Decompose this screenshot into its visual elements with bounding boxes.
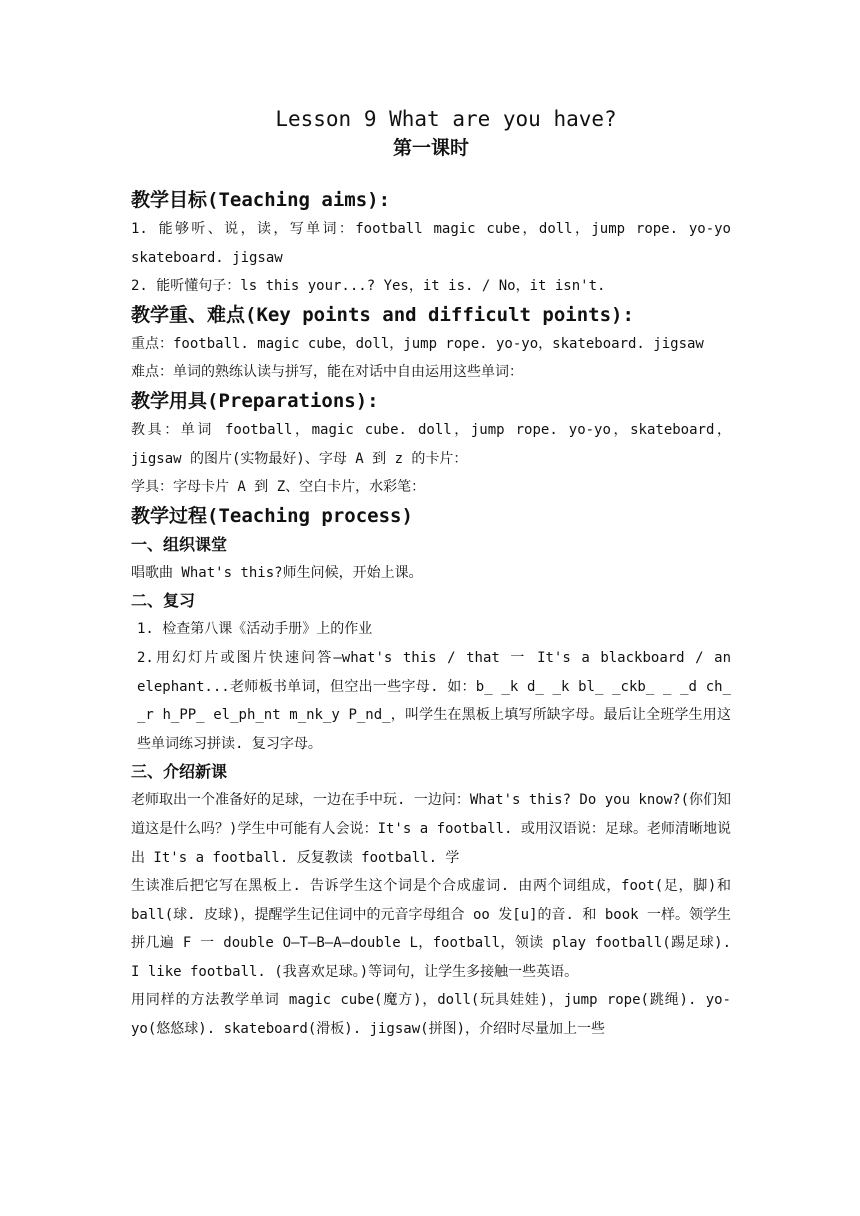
paragraph: 教具：单词 football，magic cube. doll，jump rope. yo-yo，skateboard，jigsaw 的图片(实物最好)、字母 A 到 z 的卡片： <box>131 421 731 467</box>
paragraph: 用同样的方法教学单词 magic cube(魔方)，doll(玩具娃娃)，jump rope(跳绳). yo-yo(悠悠球). skateboard(滑板). jigsaw(拼图)，介绍时尽量加上一些 <box>131 992 731 1038</box>
paragraph: 1. 能够听、说，读，写单词：football magic cube，doll，jump rope. yo-yo skateboard. jigsaw <box>131 221 731 266</box>
indented-paragraph: 1. 检查第八课《活动手册》上的作业 <box>137 621 373 638</box>
paragraph: 生读准后把它写在黑板上. 告诉学生这个词是个合成虚词. 由两个词组成，foot(足，脚)和 ball(球. 皮球)，提醒学生记住词中的元音字母组合 oo 发[u]的音. 和 book 一样。领学生拼几遍 F 一 double O—T—B—A—double L，football，领读 play football(踢足球). I like football. (我喜欢足球。)等词句，让学生多接触一些英语。 <box>131 878 731 980</box>
section-heading: 教学重、难点(Key points and difficult points): <box>131 303 634 326</box>
paragraph: 老师取出一个准备好的足球，一边在手中玩. 一边问：What's this? Do you know?(你们知道这是什么吗？)学生中可能有人会说：It's a football. 或用汉语说：足球。老师清晰地说出 It's a football. 反复教读 football. 学 <box>131 792 732 866</box>
paragraph: 学具：字母卡片 A 到 Z、空白卡片，水彩笔： <box>131 479 426 496</box>
section-heading: 教学目标(Teaching aims): <box>131 189 391 211</box>
lesson-title: Lesson 9 What are you have? <box>275 107 617 131</box>
paragraph: 难点：单词的熟练认读与拼写，能在对话中自由运用这些单词： <box>131 364 523 381</box>
section-heading: 教学用具(Preparations): <box>131 389 379 412</box>
spacer <box>131 162 731 186</box>
lesson-blocks <box>131 186 731 1044</box>
section-heading: 教学过程(Teaching process) <box>131 504 413 527</box>
indented-paragraph: 2.用幻灯片或图片快速问答—what's this / that 一 It's a blackboard / an elephant...老师板书单词，但空出一些字母. 如：b_ _k d_ _k bl_ _ckb_ _ _d ch_ _r h_PP_ el_ph_nt m_nk_y P_nd_，叫学生在黑板上填写所缺字母。最后让全班学生用这些单词练习拼读. 复习字母。 <box>137 649 731 752</box>
paragraph: 2. 能听懂句子：ls this your...? Yes，it is. / No，it isn't. <box>131 278 606 295</box>
subsection-heading: 三、介绍新课 <box>131 762 228 782</box>
document-body <box>131 104 731 1044</box>
subsection-heading: 一、组织课堂 <box>131 534 228 554</box>
subsection-heading: 二、复习 <box>131 591 196 611</box>
lesson-subtitle: 第一课时 <box>392 137 469 159</box>
paragraph: 唱歌曲 What's this?师生问候，开始上课。 <box>131 564 423 581</box>
paragraph: 重点：football. magic cube，doll，jump rope. yo-yo，skateboard. jigsaw <box>131 335 704 352</box>
